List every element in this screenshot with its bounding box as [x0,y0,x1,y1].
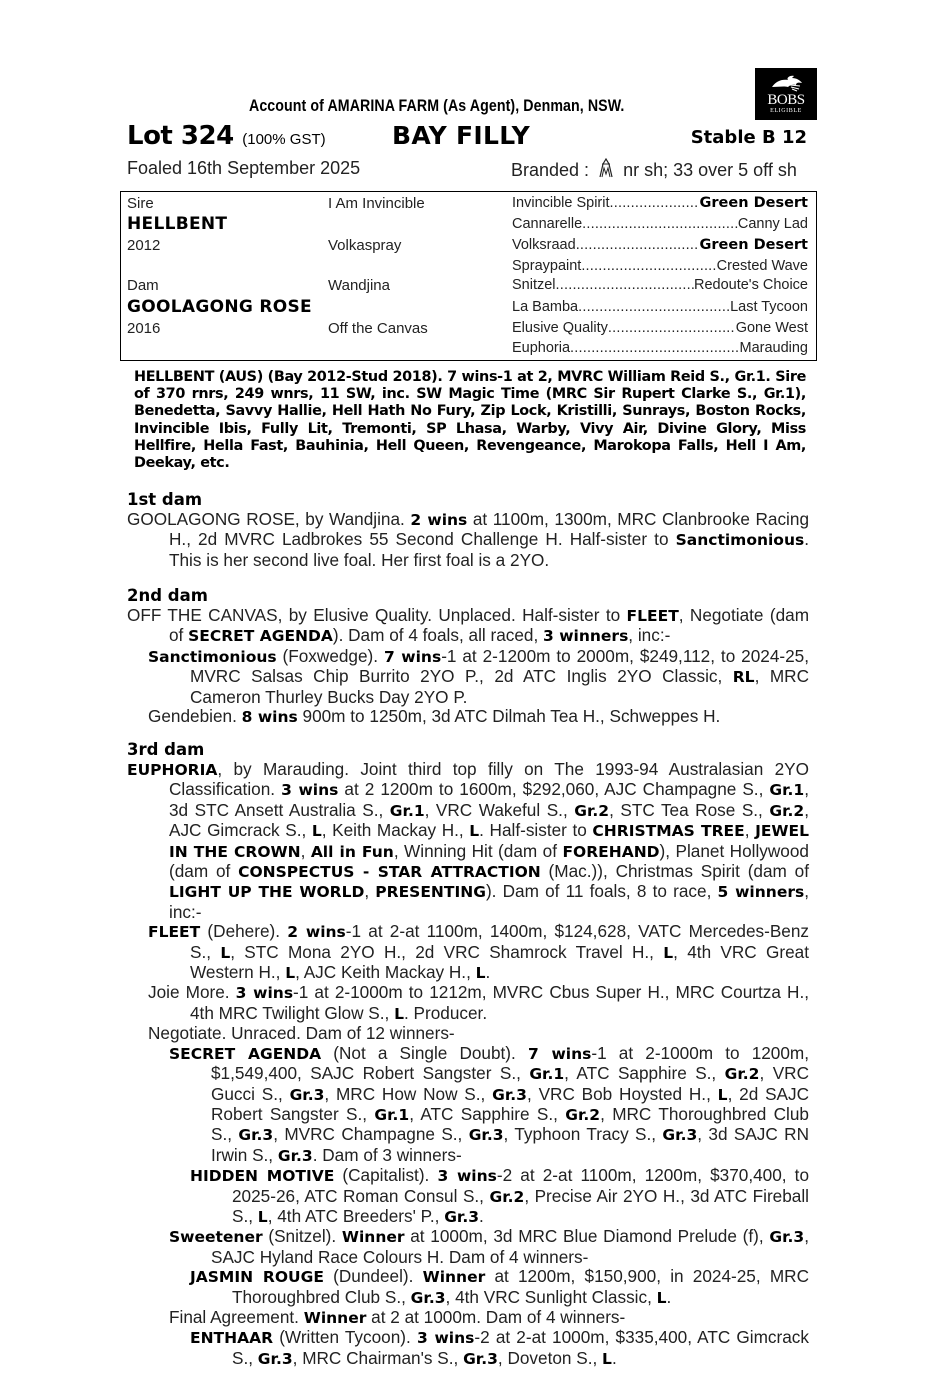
grandparent-left: Euphoria [512,340,571,356]
grandparent-right: Marauding [739,340,808,356]
grandparent-right: Last Tycoon [730,299,808,315]
branded-info [511,158,797,181]
grandparent-left: Elusive Quality [512,320,608,336]
stable-location: Stable B 12 [690,127,807,148]
progeny-entry: HIDDEN MOTIVE (Capitalist). 3 wins-2 at 2-at 1100m, 1200m, $370,400, to 2025-26, ATC Roman Consul S., Gr.2, Precise Air 2YO H., 3d ATC Fireball S., L, 4th ATC Breeders' P., Gr.3. [190,1165,809,1226]
section-heading: 2nd dam [127,586,208,605]
bobs-eligible-logo [755,68,817,120]
grandparent-left: Cannarelle [512,216,583,232]
dam-dam: Off the Canvas [328,320,428,337]
grandparent-right: Redoute's Choice [693,277,808,293]
foaled-date: Foaled 16th September 2025 [127,158,361,178]
dam-paragraph: EUPHORIA, by Marauding. Joint third top filly on The 1993-94 Australasian 2YO Classification. 3 wins at 2 1200m to 1600m, $292,060, AJC Champagne S., Gr.1, 3d STC Ansett Australia S., Gr.1, VRC Wakeful S., Gr.2, STC Tea Rose S., Gr.2, AJC Gimcrack S., L, Keith Mackay H., L. Half-sister to CHRISTMAS TREE, JEWEL IN THE CROWN, All in Fun, Winning Hit (dam of FOREHAND), Planet Hollywood (dam of CONSPECTUS - STAR ATTRACTION (Mac.)), Christmas Spirit (dam of LIGHT UP THE WORLD, PRESENTING). Dam of 11 foals, 8 to race, 5 winners, inc:- [127,759,810,922]
sire-dam: Volkaspray [328,237,402,254]
grandparent-right: Green Desert [699,195,808,211]
progeny-entry: SECRET AGENDA (Not a Single Doubt). 7 wins-1 at 2-1000m to 1200m, $1,549,400, SAJC Robert Sangster S., Gr.1, ATC Sapphire S., Gr.2, VRC Gucci S., Gr.3, MRC How Now S., Gr.3, VRC Bob Hoysted H., L, 2d SAJC Robert Sangster S., Gr.1, ATC Sapphire S., Gr.2, MRC Thoroughbred Club S., Gr.3, MVRC Champagne S., Gr.3, Typhoon Tracy S., Gr.3, 3d SAJC RN Irwin S., Gr.3. Dam of 3 winners- [169,1042,810,1165]
progeny-entry: Sanctimonious (Foxwedge). 7 wins-1 at 2-1200m to 2000m, $249,112, to 2024-25, MVRC Salsas Chip Burrito 2YO P., 2d ATC Inglis 2YO Classic, RL, MRC Cameron Thurley Bucks Day 2YO P. [148,645,810,707]
grandparent-right: Gone West [735,320,808,336]
progeny-entry: Sweetener (Snitzel). Winner at 1000m, 3d MRC Blue Diamond Prelude (f), Gr.3, SAJC Hyland Race Colours H. Dam of 4 winners- [169,1226,809,1267]
lot-number [127,121,326,151]
dam-paragraph: OFF THE CANVAS, by Elusive Quality. Unplaced. Half-sister to FLEET, Negotiate (dam of SECRET AGENDA). Dam of 4 foals, all raced, 3 winners, inc:- [127,605,810,646]
sire-sire: I Am Invincible [328,195,425,212]
grandparent-left: Volksraad [512,237,576,253]
grandparent-row [512,277,808,293]
am-brand-icon [596,158,616,178]
vendor-account: Account of AMARINA FARM (As Agent), Denman, NSW. [249,97,625,115]
dam-name: GOOLAGONG ROSE [127,297,312,317]
progeny-entry: Negotiate. Unraced. Dam of 12 winners- [148,1023,455,1044]
dam-year: 2016 [127,320,161,337]
dam-label: Dam [127,277,159,294]
logo-subtitle: ELIGIBLE [770,108,802,114]
grandparent-row [512,340,808,356]
grandparent-left: La Bamba [512,299,579,315]
logo-brand: BOBS [767,92,805,108]
progeny-entry: FLEET (Dehere). 2 wins-1 at 2-at 1100m, 1400m, $124,628, VATC Mercedes-Benz S., L, STC Mona 2YO H., 2d VRC Shamrock Travel H., L, 4th VRC Great Western H., L, AJC Keith Mackay H., L. [148,921,809,983]
sire-year: 2012 [127,237,161,254]
grandparent-row [512,320,808,336]
progeny-entry: ENTHAAR (Written Tycoon). 3 wins-2 at 2-at 1000m, $335,400, ATC Gimcrack S., Gr.3, MRC Chairman's S., Gr.3, Doveton S., L. [190,1327,809,1368]
grandparent-right: Canny Lad [737,216,808,232]
gst-note: (100% GST) [242,131,326,148]
progeny-entry: JASMIN ROUGE (Dundeel). Winner at 1200m, $150,900, in 2024-25, MRC Thoroughbred Club S., Gr.3, 4th VRC Sunlight Classic, L. [190,1266,809,1307]
grandparent-left: Invincible Spirit [512,195,610,211]
sire-label: Sire [127,195,154,212]
dam-sire: Wandjina [328,277,390,294]
grandparent-row [512,299,808,315]
grandparent-left: Spraypaint [512,258,582,274]
third-dam-section [127,740,809,1369]
sire-name: HELLBENT [127,214,228,234]
sire-summary: HELLBENT (AUS) (Bay 2012-Stud 2018). 7 wins-1 at 2, MVRC William Reid S., Gr.1. Sire of 370 rnrs, 249 wnrs, 11 SW, inc. SW Magic Time (MRC Sir Rupert Clarke S., Gr.1), Benedetta, Savvy Hallie, Hell Hath No Fury, Zip Lock, Kristilli, Sunrays, Boston Rocks, Invincible Ibis, Fully Lit, Tremonti, SP Lhasa, Warby, Vivy Air, Divine Glory, Miss Hellfire, Hella Fast, Bauhinia, Hell Queen, Revengeance, Marokopa Falls, Hell I Am, Deekay, etc. [134,369,806,472]
grandparent-row [512,195,808,211]
branded-suffix: nr sh; 33 over 5 off sh [623,160,797,180]
grandparent-row [512,258,808,274]
lot-label: Lot 324 [127,121,234,151]
progeny-entry: Joie More. 3 wins-1 at 2-1000m to 1212m, MVRC Cbus Super H., MRC Courtza H., 4th MRC Twilight Glow S., L. Producer. [148,982,810,1023]
horse-description: BAY FILLY [392,121,530,150]
dam-paragraph: GOOLAGONG ROSE, by Wandjina. 2 wins at 1100m, 1300m, MRC Clanbrooke Racing H., 2d MVRC Ladbrokes 55 Second Challenge H. Half-sister to Sanctimonious. This is her second live foal. Her first foal is a 2YO. [127,509,809,570]
section-heading: 1st dam [127,490,203,509]
second-dam-section [127,586,809,727]
branded-prefix: Branded : [511,160,590,180]
pedigree-table [120,191,817,361]
grandparent-row [512,216,808,232]
progeny-entry: Final Agreement. Winner at 2 at 1000m. Dam of 4 winners- [169,1306,626,1327]
grandparent-row [512,237,808,253]
grandparent-right: Crested Wave [716,258,808,274]
grandparent-right: Green Desert [699,237,808,253]
lot-line [127,121,817,151]
first-dam-section [127,490,809,570]
grandparent-left: Snitzel [512,277,556,293]
section-heading: 3rd dam [127,740,205,759]
horse-head-icon [766,73,806,93]
progeny-entry: Gendebien. 8 wins 900m to 1250m, 3d ATC Dilmah Tea H., Schweppes H. [148,706,721,727]
